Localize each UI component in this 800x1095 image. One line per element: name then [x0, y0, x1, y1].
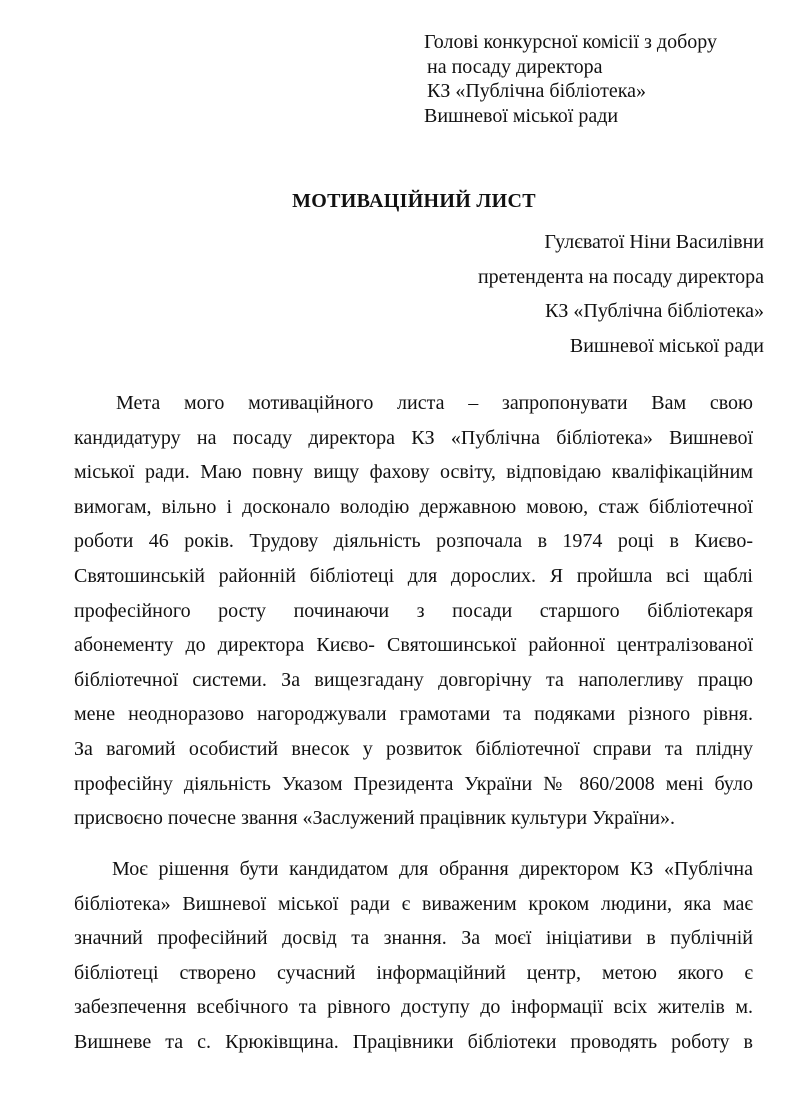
text-line: Мета мого мотиваційного листа – запропонувати Вам свою [116, 392, 753, 414]
text-line: мене неодноразово нагороджували грамотами та подяками різного рівня. [74, 703, 753, 726]
text-line: професійного росту починаючи з посади старшого бібліотекаря [74, 599, 753, 622]
text-line: міської ради. Маю повну вищу фахову освіту, відповідаю кваліфікаційним [74, 461, 753, 484]
sender-line: КЗ «Публічна бібліотека» [545, 300, 764, 322]
sender-line: Вишневої міської ради [569, 334, 764, 357]
paragraph-1 [74, 386, 753, 836]
text-line: кандидатуру на посаду директора КЗ «Публічна бібліотека» Вишневої [74, 426, 753, 449]
text-line: професійну діяльність Указом Президента України № 860/2008 мені було [74, 772, 753, 795]
text-line: значний професійний досвід та знання. За моєї ініціативи в публічній [74, 927, 753, 950]
text-line: Вишневе та с. Крюківщина. Працівники бібліотеки проводять роботу в [74, 1030, 753, 1053]
sender-line: претендента на посаду директора [477, 265, 764, 288]
document-title: МОТИВАЦІЙНИЙ ЛИСТ [292, 190, 536, 212]
text-line: присвоєно почесне звання «Заслужений працівник культури України». [74, 807, 675, 830]
text-line: Моє рішення бути кандидатом для обрання директором КЗ «Публічна [112, 858, 753, 880]
text-line: роботи 46 років. Трудову діяльність розпочала в 1974 році в Києво- [74, 530, 753, 553]
text-line: абонементу до директора Києво- Святошинської районної централізованої [74, 634, 753, 657]
text-line: Святошинській районній бібліотеці для дорослих. Я пройшла всі щаблі [74, 564, 753, 587]
paragraph-2 [74, 852, 753, 1060]
text-line: За вагомий особистий внесок у розвиток бібліотечної справи та плідну [74, 737, 753, 760]
text-line: вимогам, вільно і досконало володію державною мовою, стаж бібліотечної [74, 495, 753, 518]
text-line: бібліотечної системи. За вищезгадану довгорічну та наполегливу працю [74, 668, 753, 691]
addressee-block [424, 30, 717, 128]
text-line: бібліотеці створено сучасний інформаційний центр, метою якого є [74, 961, 753, 984]
addressee-line: Голові конкурсної комісії з добору [424, 31, 718, 53]
addressee-line: КЗ «Публічна бібліотека» [427, 80, 646, 102]
sender-line: Гулєватої Ніни Василівни [544, 231, 764, 253]
addressee-line: на посаду директора [427, 55, 603, 78]
addressee-line: Вишневої міської ради [424, 104, 619, 127]
text-line: бібліотека» Вишневої міської ради є виваженим кроком людини, яка має [74, 892, 753, 915]
sender-block [478, 225, 764, 363]
text-line: забезпечення всебічного та рівного доступу до інформації всіх жителів м. [74, 996, 753, 1019]
